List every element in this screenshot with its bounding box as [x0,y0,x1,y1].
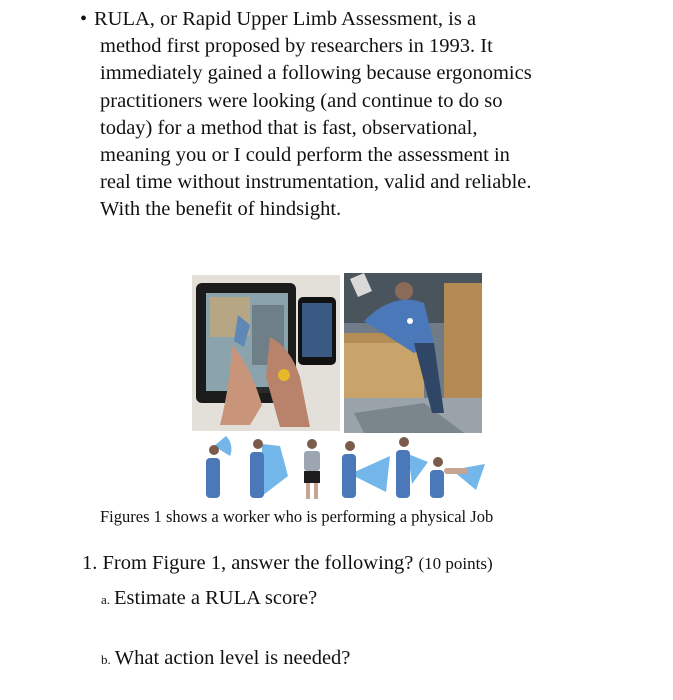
intro-line-7: real time without instrumentation, valid and reliable. [100,171,532,194]
figure-1 [192,273,482,433]
part-a-marker: a. [101,592,111,607]
posture-neck-icon [206,436,231,498]
rula-posture-diagrams [200,434,485,504]
intro-line-1: • RULA, or Rapid Upper Limb Assessment, is a [80,6,660,33]
posture-upper-arm-icon [250,439,288,498]
posture-trunk-icon [304,439,320,499]
worker-lifting-photo [344,273,482,433]
posture-forearm-icon [342,441,390,498]
intro-line-3: immediately gained a following because ergonomics [100,62,532,85]
intro-line-4: practitioners were looking (and continue to do so [100,89,503,112]
question-points: (10 points) [418,554,493,573]
figure-caption: Figures 1 shows a worker who is performing a physical Job [100,507,494,526]
part-a-text: Estimate a RULA score? [114,587,318,609]
part-b-marker: b. [101,652,111,667]
intro-paragraph [80,6,660,224]
question-part-b [101,647,350,670]
question-text: From Figure 1, answer the following? [102,552,414,574]
question-1 [82,552,493,575]
tablet-analysis-photo [192,275,340,431]
posture-arm-abduction-icon [430,457,485,498]
part-b-text: What action level is needed? [114,647,351,669]
intro-line-8: With the benefit of hindsight. [100,198,342,221]
bullet-marker: • [80,8,88,30]
posture-wrist-icon [396,437,428,498]
intro-line-6: meaning you or I could perform the assessment in [100,144,510,167]
intro-line-5: today) for a method that is fast, observational, [100,116,478,139]
question-number: 1. [82,552,98,574]
question-part-a [101,587,317,610]
intro-line-2: method first proposed by researchers in 1993. It [100,35,493,58]
